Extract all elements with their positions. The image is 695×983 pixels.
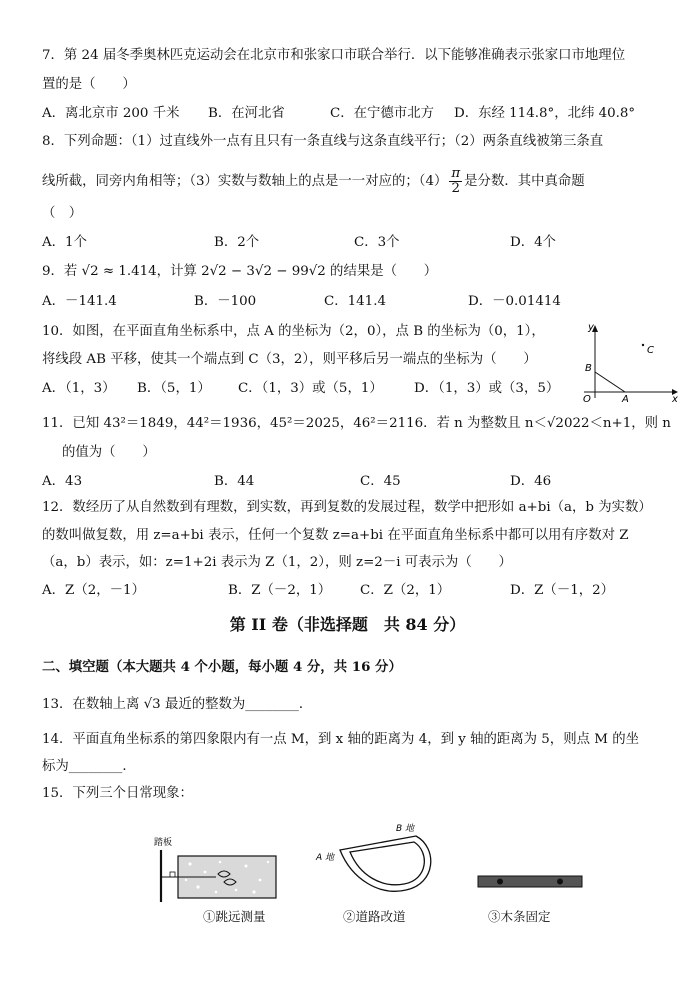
q11-option-a: A．43 — [42, 474, 83, 489]
q8-option-d: D．4个 — [510, 235, 557, 250]
q15-fig3-nail-left — [497, 879, 503, 885]
part2-title: 第 II 卷（非选择题 共 84 分） — [229, 615, 466, 634]
q11-stem-line2: 的值为（ ） — [62, 445, 156, 460]
q9-option-b: B．－100 — [194, 294, 257, 309]
q15-caption-1: ①跳远测量 — [203, 909, 266, 924]
q10-segment-ab — [595, 372, 625, 392]
q12-options — [42, 582, 662, 600]
q15-figure-road — [310, 818, 440, 908]
q15-fig1-right-angle — [170, 872, 175, 877]
section2-heading: 二、填空题（本大题共 4 个小题，每小题 4 分，共 16 分） — [42, 659, 402, 675]
q7-option-b: B．在河北省 — [208, 106, 285, 121]
q8-option-b: B．2个 — [214, 235, 260, 250]
q15-fig3-strip — [478, 876, 582, 887]
q11-option-d: D．46 — [510, 474, 552, 489]
q10-option-a: A．（1，3） — [42, 381, 116, 396]
q7-options — [42, 105, 662, 123]
q15-fig3-nail-right — [557, 879, 563, 885]
q10-label-b: B — [585, 363, 592, 374]
q10-label-c: C — [647, 345, 654, 356]
q10-stem-line2: 将线段 AB 平移，使其一个端点到 C（3，2），则平移后另一端点的坐标为（ ） — [42, 352, 537, 367]
q15-figure-wood-strip — [476, 872, 586, 892]
q10-stem-line1: 10．如图，在平面直角坐标系中，点 A 的坐标为（2，0），点 B 的坐标为（0，1）， — [42, 324, 545, 339]
q15-caption-3: ③木条固定 — [488, 909, 551, 924]
q8-option-c: C．3个 — [354, 235, 400, 250]
q11-stem-line1: 11．已知 43²＝1849，44²＝1936，45²＝2025，46²＝2116．若 n 为整数且 n＜√2022＜n+1，则 n — [42, 416, 671, 431]
q12-option-d: D．Z（－1，2） — [510, 583, 615, 598]
q10-option-c: C．（1，3）或（5，1） — [238, 381, 383, 396]
q10-options — [42, 380, 572, 398]
q15-fig2-label-a: A 地 — [316, 853, 335, 863]
q15-fig2-label-b: B 地 — [396, 824, 415, 834]
q12-stem-line2: 的数叫做复数，用 z=a+bi 表示，任何一个复数 z=a+bi 在平面直角坐标系中都可以用有序数对 Z — [42, 528, 629, 543]
q8-fraction-numerator: π — [451, 166, 461, 181]
q12-option-a: A．Z（2，－1） — [42, 583, 145, 598]
q8-line2-part2: 是分数．其中真命题 — [464, 174, 585, 189]
q10-label-y: y — [588, 322, 594, 333]
q12-stem-line1: 12．数经历了从自然数到有理数，到实数，再到复数的发展过程，数学中把形如 a+bi（a，b 为实数） — [42, 500, 652, 515]
q10-option-b: B．（5，1） — [137, 381, 211, 396]
q7-option-d: D．东经 114.8°，北纬 40.8° — [454, 106, 636, 121]
q12-option-c: C．Z（2，1） — [360, 583, 451, 598]
q10-point-c — [642, 344, 644, 346]
q15-caption-2: ②道路改道 — [343, 909, 406, 924]
q11-option-b: B．44 — [214, 474, 255, 489]
q9-options — [42, 293, 662, 311]
q10-option-d: D．（1，3）或（3，5） — [414, 381, 560, 396]
q8-stem-line2 — [42, 167, 585, 196]
q7-stem-line1: 7．第 24 届冬季奥林匹克运动会在北京市和张家口市联合举行．以下能够准确表示张家口市地理位 — [42, 48, 626, 63]
q14-stem-line2: 标为________． — [42, 759, 136, 774]
q9-option-c: C．141.4 — [324, 294, 386, 309]
q8-fraction-denominator: 2 — [451, 181, 461, 196]
q9-option-d: D．－0.01414 — [468, 294, 561, 309]
q8-fraction — [449, 167, 462, 196]
q9-stem: 9．若 √2 ≈ 1.414，计算 2√2 − 3√2 − 99√2 的结果是（ ） — [42, 264, 438, 279]
q12-stem-line3: （a，b）表示，如：z=1+2i 表示为 Z（1，2），则 z=2－i 可表示为（ ） — [42, 555, 512, 570]
q10-label-o: O — [583, 394, 591, 402]
q10-coordinate-figure — [568, 320, 680, 402]
q10-label-a: A — [622, 394, 629, 402]
q8-option-a: A．1个 — [42, 235, 87, 250]
q8-line2-part1: 线所截，同旁内角相等；（3）实数与数轴上的点是一一对应的；（4） — [42, 174, 448, 189]
q8-stem-line3: （ ） — [42, 206, 83, 221]
q7-option-a: A．离北京市 200 千米 — [42, 106, 180, 121]
q11-option-c: C．45 — [360, 474, 401, 489]
q9-option-a: A．－141.4 — [42, 294, 117, 309]
q12-option-b: B．Z（－2，1） — [228, 583, 332, 598]
q11-options — [42, 473, 662, 491]
q10-label-x: x — [672, 394, 678, 402]
q14-stem-line1: 14．平面直角坐标系的第四象限内有一点 M，到 x 轴的距离为 4，到 y 轴的距离为 5，则点 M 的坐 — [42, 732, 639, 747]
q15-fig1-pedal-label: 踏板 — [154, 838, 173, 848]
q13-stem: 13．在数轴上离 √3 最近的整数为________． — [42, 697, 313, 712]
q8-stem-line1: 8．下列命题：（1）过直线外一点有且只有一条直线与这条直线平行；（2）两条直线被第三条直 — [42, 134, 604, 149]
q7-stem-line2: 置的是（ ） — [42, 77, 136, 92]
q15-figure-long-jump — [150, 832, 290, 914]
q7-option-c: C．在宁德市北方 — [330, 106, 434, 121]
q15-stem: 15．下列三个日常现象： — [42, 786, 193, 801]
q8-options — [42, 234, 662, 252]
